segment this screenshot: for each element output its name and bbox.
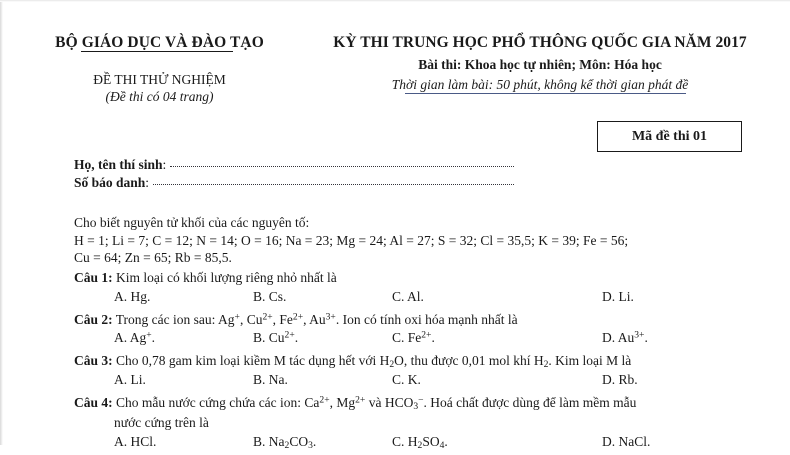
question-stem-text: Trong các ion sau: Ag+, $Cu^{2+}$, $Fe^{2+}$, $Au^{3+}$. Ion có tính oxi hóa mạnh nhất là xyxy=(112,311,518,327)
question-options xyxy=(74,372,786,393)
option-key: D. xyxy=(602,433,619,449)
candidate-name-input[interactable] xyxy=(170,165,514,167)
option-text: Ag+. xyxy=(129,329,156,345)
candidate-name-label: Họ, tên thí sinh xyxy=(74,157,163,172)
option-text: $H_2SO_4$. xyxy=(407,433,448,451)
option-text: $Fe^{2+}$. xyxy=(407,329,435,345)
option-a[interactable] xyxy=(114,434,156,450)
option-key: B. xyxy=(253,330,269,345)
option-text: Hg. xyxy=(130,288,151,304)
exam-duration-text: Thời gian làm bài: 50 phút, không kể thời gian phát đề xyxy=(391,77,689,92)
question-options xyxy=(74,330,786,351)
organization-underline xyxy=(81,51,233,52)
paper-kind-label: ĐỀ THI THỬ NGHIỆM xyxy=(93,72,226,87)
organization-name xyxy=(55,34,264,52)
option-text: Al. xyxy=(407,288,424,304)
exam-title: KỲ THI TRUNG HỌC PHỔ THÔNG QUỐC GIA NĂM 2017 xyxy=(333,34,747,51)
exam-code-box xyxy=(597,121,742,152)
organization-name-text: BỘ GIÁO DỤC VÀ ĐÀO TẠO xyxy=(55,34,264,51)
option-key: A. xyxy=(114,330,130,345)
option-a[interactable] xyxy=(114,330,155,346)
option-b[interactable] xyxy=(253,372,288,388)
option-b[interactable] xyxy=(253,434,316,450)
question-stem-text: Kim loại có khối lượng riêng nhỏ nhất là xyxy=(112,270,337,285)
exam-subject-line: Bài thi: Khoa học tự nhiên; Môn: Hóa học xyxy=(418,57,662,72)
question-stem xyxy=(74,310,786,331)
option-key: C. xyxy=(392,371,408,387)
question-stem-text: Cho 0,78 gam kim loại kiềm M tác dụng hết với $H_2O$, thu được 0,01 mol khí $H_2$. Kim loại M là xyxy=(112,353,632,371)
option-key: A. xyxy=(114,371,131,387)
exam-duration-underline xyxy=(405,93,686,94)
option-key: D. xyxy=(602,371,619,387)
option-d[interactable] xyxy=(602,372,638,388)
option-d[interactable] xyxy=(602,289,634,305)
option-b[interactable] xyxy=(253,330,298,346)
header-left-column xyxy=(0,34,305,105)
question-number: Câu 3: xyxy=(74,353,113,368)
candidate-id-label: Số báo danh xyxy=(74,175,146,190)
paper-pages-label: (Đề thi có 04 trang) xyxy=(105,89,214,104)
option-b[interactable] xyxy=(253,289,286,305)
option-a[interactable] xyxy=(114,372,146,388)
option-key: C. xyxy=(392,330,408,345)
question-stem xyxy=(74,351,786,372)
option-text: HCl. xyxy=(130,433,157,449)
option-c[interactable] xyxy=(392,434,448,450)
option-text: Cs. xyxy=(268,288,287,304)
atomic-masses-intro: Cho biết nguyên tử khối của các nguyên tố: xyxy=(74,215,310,230)
option-key: C. xyxy=(392,433,408,449)
question-block xyxy=(74,351,786,393)
question-block xyxy=(74,310,786,352)
option-text: Li. xyxy=(130,371,146,387)
option-key: A. xyxy=(114,288,131,304)
option-c[interactable] xyxy=(392,372,421,388)
option-text: $Na_2CO_3$. xyxy=(268,433,317,451)
option-key: B. xyxy=(253,288,269,304)
option-key: C. xyxy=(392,288,408,304)
candidate-id-input[interactable] xyxy=(153,183,514,185)
document-header xyxy=(0,34,790,105)
question-options xyxy=(74,434,786,455)
candidate-id-row xyxy=(74,175,514,193)
question-options xyxy=(74,289,786,310)
option-text: $Cu^{2+}$. xyxy=(268,329,299,345)
candidate-name-row xyxy=(74,157,514,175)
question-stem xyxy=(74,268,786,289)
candidate-id-colon: : xyxy=(145,175,150,190)
option-d[interactable] xyxy=(602,434,650,450)
option-c[interactable] xyxy=(392,330,435,346)
option-text: Na. xyxy=(268,371,288,387)
question-number: Câu 4: xyxy=(74,394,113,410)
option-text: Li. xyxy=(618,288,634,304)
option-key: A. xyxy=(114,433,131,449)
option-d[interactable] xyxy=(602,330,648,346)
question-number: Câu 2: xyxy=(74,311,113,327)
question-stem-continuation: nước cứng trên là xyxy=(114,415,209,430)
exam-duration-line xyxy=(392,77,688,94)
question-number: Câu 1: xyxy=(74,270,113,285)
question-block xyxy=(74,268,786,310)
candidate-name-colon: : xyxy=(162,157,167,172)
header-right-column xyxy=(305,34,775,94)
option-a[interactable] xyxy=(114,289,150,305)
option-text: $Au^{3+}$. xyxy=(617,329,648,345)
question-block xyxy=(74,393,786,455)
questions-list xyxy=(74,268,786,455)
option-key: D. xyxy=(602,330,618,345)
option-key: B. xyxy=(253,371,269,387)
option-text: NaCl. xyxy=(618,433,651,449)
candidate-info-block xyxy=(74,157,514,193)
option-text: Rb. xyxy=(618,371,638,387)
question-stem xyxy=(74,393,786,414)
atomic-masses-block xyxy=(74,214,780,267)
option-key: B. xyxy=(253,433,269,449)
atomic-masses-line-1: H = 1; Li = 7; C = 12; N = 14; O = 16; Na = 23; Mg = 24; Al = 27; S = 32; Cl = 35,5; K = 39; Fe = 56; xyxy=(74,232,629,248)
question-stem-text: Cho mẫu nước cứng chứa các ion: $Ca^{2+}$, $Mg^{2+}$ và $HCO_3^-$. Hoá chất được dùng để làm mềm mẫu xyxy=(112,394,637,412)
atomic-masses-line-2: Cu = 64; Zn = 65; Rb = 85,5. xyxy=(74,250,232,265)
option-text: K. xyxy=(407,371,421,387)
exam-code-label: Mã đề thi 01 xyxy=(631,128,708,144)
option-key: D. xyxy=(602,288,619,304)
option-c[interactable] xyxy=(392,289,424,305)
